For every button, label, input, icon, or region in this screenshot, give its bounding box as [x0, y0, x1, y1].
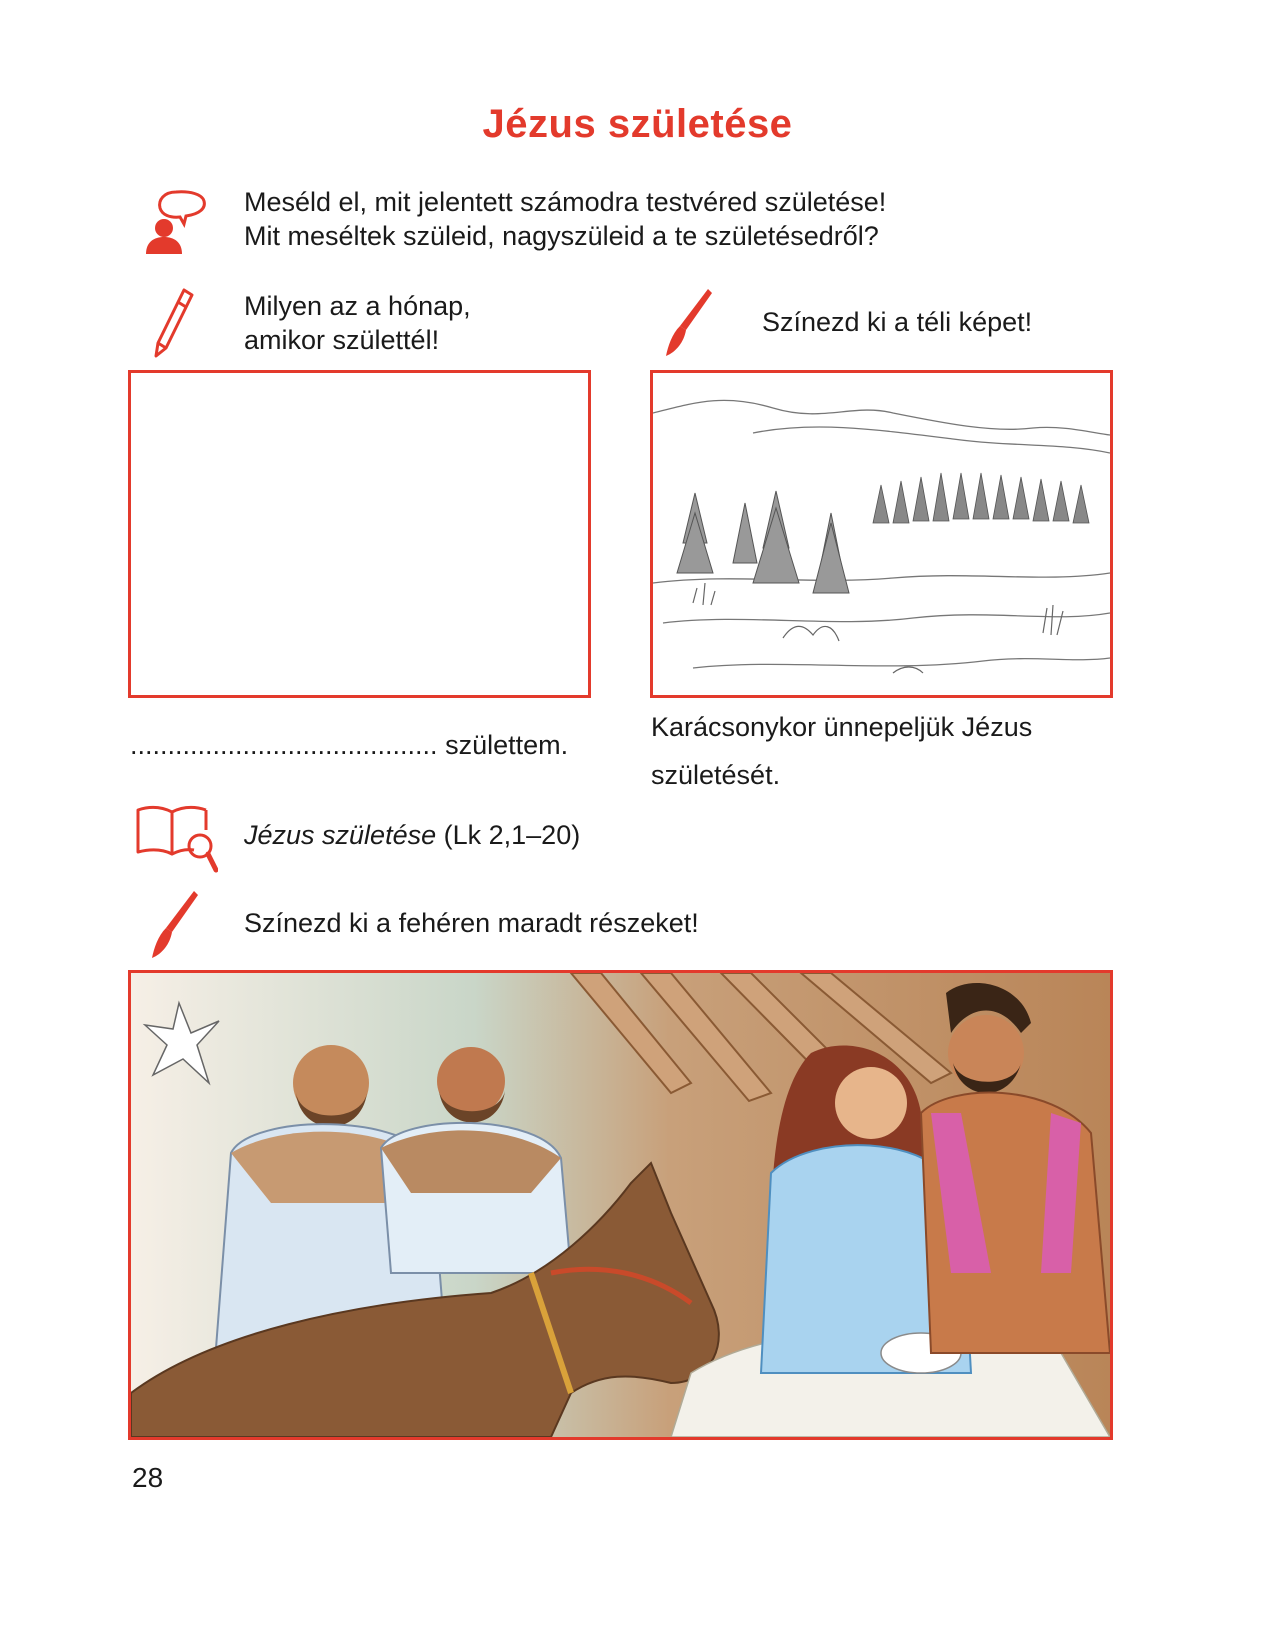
winter-landscape-picture[interactable]	[650, 370, 1113, 698]
nativity-picture[interactable]	[128, 970, 1113, 1440]
talk-line-2: Mit meséltek szüleid, nagyszüleid a te születésedről?	[244, 221, 879, 251]
winter-instruction: Színezd ki a téli képet!	[762, 307, 1033, 337]
paintbrush-icon	[664, 286, 714, 360]
birth-month-blank[interactable]: .........................................	[130, 730, 438, 760]
month-line-2: amikor születtél!	[244, 325, 440, 355]
reading-title: Jézus születése	[244, 820, 437, 850]
page-title: Jézus születése	[482, 102, 793, 146]
birth-month-suffix: születtem.	[445, 730, 569, 760]
month-drawing-box[interactable]	[128, 370, 591, 698]
winter-caption-line-2: születését.	[651, 760, 781, 790]
pencil-icon	[150, 286, 196, 360]
person-speech-bubble-icon	[140, 188, 212, 256]
winter-caption-line-1: Karácsonykor ünnepeljük Jézus	[651, 712, 1033, 742]
paintbrush-icon	[150, 888, 200, 962]
reading-line	[244, 818, 580, 852]
month-line-1: Milyen az a hónap,	[244, 291, 471, 321]
nativity-painting	[131, 973, 1110, 1437]
nativity-instruction: Színezd ki a fehéren maradt részeket!	[244, 908, 699, 938]
reading-reference: (Lk 2,1–20)	[443, 820, 581, 850]
birth-month-line	[130, 728, 568, 762]
page-number: 28	[132, 1462, 164, 1493]
winter-sketch	[653, 373, 1110, 695]
talk-line-1: Meséld el, mit jelentett számodra testvéred születése!	[244, 187, 887, 217]
open-book-magnifier-icon	[134, 804, 218, 874]
